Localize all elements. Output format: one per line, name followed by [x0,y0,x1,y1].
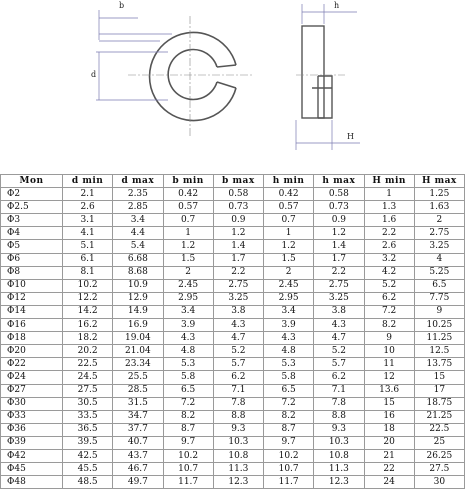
value-cell: 0.57 [163,201,213,214]
value-cell: 31.5 [113,397,163,410]
value-cell: 8.7 [163,423,213,436]
value-cell: 7.8 [314,397,364,410]
value-cell: 13.75 [414,358,464,371]
size-cell: Φ18 [1,332,63,345]
table-row [1,319,465,332]
value-cell: 9.7 [163,436,213,449]
size-cell: Φ39 [1,436,63,449]
dimension-b-label: b [119,1,125,10]
value-cell: 0.57 [264,201,314,214]
value-cell: 1.5 [264,253,314,266]
value-cell: 9.3 [213,423,263,436]
value-cell: 5.8 [163,371,213,384]
value-cell: 10.3 [213,436,263,449]
value-cell: 1.2 [264,240,314,253]
table-row [1,279,465,292]
value-cell: 6.1 [63,253,113,266]
value-cell: 10.8 [314,449,364,462]
value-cell: 17 [414,384,464,397]
table-row [1,449,465,462]
value-cell: 26.25 [414,449,464,462]
value-cell: 1.3 [364,201,414,214]
value-cell: 0.73 [314,201,364,214]
value-cell: 22 [364,463,414,476]
value-cell: 5.3 [163,358,213,371]
value-cell: 23.34 [113,358,163,371]
value-cell: 5.2 [364,279,414,292]
value-cell: 34.7 [113,410,163,423]
table-row [1,436,465,449]
value-cell: 5.4 [113,240,163,253]
size-cell: Φ48 [1,476,63,489]
value-cell: 5.8 [264,371,314,384]
value-cell: 4.8 [163,345,213,358]
value-cell: 48.5 [63,476,113,489]
value-cell: 3.9 [163,319,213,332]
value-cell: 24.5 [63,371,113,384]
value-cell: 12.3 [213,476,263,489]
value-cell: 1.2 [163,240,213,253]
value-cell: 9.3 [314,423,364,436]
value-cell: 4.3 [163,332,213,345]
value-cell: 21.04 [113,345,163,358]
value-cell: 30 [414,476,464,489]
value-cell: 0.42 [264,188,314,201]
value-cell: 46.7 [113,463,163,476]
value-cell: 36.5 [63,423,113,436]
value-cell: 10 [364,345,414,358]
value-cell: 3.4 [113,214,163,227]
value-cell: 0.7 [163,214,213,227]
value-cell: 1.2 [314,227,364,240]
value-cell: 4.4 [113,227,163,240]
value-cell: 2.75 [314,279,364,292]
value-cell: 22.5 [414,423,464,436]
value-cell: 4.8 [264,345,314,358]
value-cell: 14.9 [113,305,163,318]
value-cell: 2.1 [63,188,113,201]
size-cell: Φ45 [1,463,63,476]
value-cell: 1.6 [364,214,414,227]
washer-inner-edge [168,50,217,100]
value-cell: 11.7 [264,476,314,489]
size-cell: Φ6 [1,253,63,266]
value-cell: 20.2 [63,345,113,358]
value-cell: 2.6 [364,240,414,253]
value-cell: 27.5 [63,384,113,397]
value-cell: 30.5 [63,397,113,410]
value-cell: 7.2 [364,305,414,318]
value-cell: 9 [414,305,464,318]
header-H-max: H max [414,175,464,188]
value-cell: 49.7 [113,476,163,489]
value-cell: 6.2 [364,292,414,305]
value-cell: 6.5 [414,279,464,292]
value-cell: 12 [364,371,414,384]
value-cell: 5.25 [414,266,464,279]
value-cell: 21.25 [414,410,464,423]
table-row [1,266,465,279]
table-row [1,227,465,240]
value-cell: 7.2 [163,397,213,410]
size-cell: Φ16 [1,319,63,332]
value-cell: 7.75 [414,292,464,305]
size-cell: Φ10 [1,279,63,292]
value-cell: 15 [364,397,414,410]
value-cell: 10.2 [63,279,113,292]
value-cell: 16 [364,410,414,423]
value-cell: 7.1 [314,384,364,397]
value-cell: 24 [364,476,414,489]
value-cell: 13.6 [364,384,414,397]
value-cell: 4.3 [213,319,263,332]
value-cell: 37.7 [113,423,163,436]
table-row [1,305,465,318]
value-cell: 3.25 [314,292,364,305]
value-cell: 7.8 [213,397,263,410]
header-b-max: b max [213,175,263,188]
value-cell: 1.5 [163,253,213,266]
size-cell: Φ14 [1,305,63,318]
value-cell: 11.3 [314,463,364,476]
value-cell: 5.7 [213,358,263,371]
value-cell: 8.2 [264,410,314,423]
value-cell: 10.2 [163,449,213,462]
value-cell: 5.2 [314,345,364,358]
value-cell: 2.95 [163,292,213,305]
value-cell: 1.2 [213,227,263,240]
table-row [1,345,465,358]
value-cell: 6.2 [213,371,263,384]
value-cell: 33.5 [63,410,113,423]
size-cell: Φ22 [1,358,63,371]
dimension-H-label: H [347,132,354,141]
value-cell: 3.1 [63,214,113,227]
value-cell: 8.68 [113,266,163,279]
value-cell: 5.7 [314,358,364,371]
value-cell: 0.9 [314,214,364,227]
value-cell: 3.8 [314,305,364,318]
header-b-min: b min [163,175,213,188]
value-cell: 3.4 [264,305,314,318]
value-cell: 0.7 [264,214,314,227]
dimension-h [302,4,357,24]
value-cell: 40.7 [113,436,163,449]
value-cell: 11.7 [163,476,213,489]
table-row [1,410,465,423]
size-cell: Φ12 [1,292,63,305]
size-cell: Φ27 [1,384,63,397]
value-cell: 2.45 [264,279,314,292]
value-cell: 9.7 [264,436,314,449]
size-cell: Φ20 [1,345,63,358]
table-row [1,332,465,345]
value-cell: 3.2 [364,253,414,266]
value-cell: 2.2 [314,266,364,279]
value-cell: 4.2 [364,266,414,279]
value-cell: 18.2 [63,332,113,345]
size-cell: Φ36 [1,423,63,436]
value-cell: 10.25 [414,319,464,332]
value-cell: 0.73 [213,201,263,214]
value-cell: 1.4 [314,240,364,253]
value-cell: 4.7 [314,332,364,345]
value-cell: 25 [414,436,464,449]
table-row [1,253,465,266]
value-cell: 2 [264,266,314,279]
value-cell: 16.9 [113,319,163,332]
value-cell: 2.35 [113,188,163,201]
washer-front-view [150,33,236,121]
value-cell: 2 [414,214,464,227]
value-cell: 2.2 [364,227,414,240]
table-row [1,214,465,227]
value-cell: 21 [364,449,414,462]
value-cell: 8.2 [163,410,213,423]
value-cell: 1.7 [314,253,364,266]
table-row [1,201,465,214]
table-row [1,358,465,371]
value-cell: 15 [414,371,464,384]
value-cell: 11.3 [213,463,263,476]
size-cell: Φ5 [1,240,63,253]
size-cell: Φ42 [1,449,63,462]
value-cell: 11 [364,358,414,371]
value-cell: 4.3 [314,319,364,332]
value-cell: 8.1 [63,266,113,279]
value-cell: 1 [364,188,414,201]
value-cell: 4.7 [213,332,263,345]
value-cell: 19.04 [113,332,163,345]
value-cell: 2.85 [113,201,163,214]
value-cell: 3.25 [213,292,263,305]
value-cell: 3.9 [264,319,314,332]
header-d-max: d max [113,175,163,188]
value-cell: 5.1 [63,240,113,253]
value-cell: 4 [414,253,464,266]
header-h-max: h max [314,175,364,188]
value-cell: 5.3 [264,358,314,371]
value-cell: 10.9 [113,279,163,292]
header-H-min: H min [364,175,414,188]
spec-table [0,174,465,489]
value-cell: 1.7 [213,253,263,266]
size-cell: Φ3 [1,214,63,227]
size-cell: Φ33 [1,410,63,423]
value-cell: 3.8 [213,305,263,318]
value-cell: 45.5 [63,463,113,476]
value-cell: 2.75 [414,227,464,240]
table-row [1,188,465,201]
value-cell: 25.5 [113,371,163,384]
table-header-row [1,175,465,188]
value-cell: 6.5 [264,384,314,397]
value-cell: 7.2 [264,397,314,410]
size-cell: Φ24 [1,371,63,384]
value-cell: 7.1 [213,384,263,397]
value-cell: 2.45 [163,279,213,292]
value-cell: 0.58 [314,188,364,201]
table-row [1,476,465,489]
value-cell: 27.5 [414,463,464,476]
table-row [1,397,465,410]
value-cell: 28.5 [113,384,163,397]
size-cell: Φ4 [1,227,63,240]
table-row [1,463,465,476]
value-cell: 14.2 [63,305,113,318]
value-cell: 43.7 [113,449,163,462]
value-cell: 2 [163,266,213,279]
washer-outer-edge [150,33,236,121]
value-cell: 2.6 [63,201,113,214]
value-cell: 6.2 [314,371,364,384]
value-cell: 0.42 [163,188,213,201]
value-cell: 2.95 [264,292,314,305]
value-cell: 8.2 [364,319,414,332]
value-cell: 8.8 [314,410,364,423]
value-cell: 10.7 [264,463,314,476]
value-cell: 8.8 [213,410,263,423]
size-cell: Φ2 [1,188,63,201]
value-cell: 22.5 [63,358,113,371]
value-cell: 4.3 [264,332,314,345]
dimension-d-label: d [91,70,97,79]
table-row [1,384,465,397]
dimension-d [96,52,168,100]
size-cell: Φ8 [1,266,63,279]
value-cell: 1 [163,227,213,240]
header-h-min: h min [264,175,314,188]
value-cell: 1 [264,227,314,240]
table-body [1,188,465,489]
value-cell: 12.3 [314,476,364,489]
value-cell: 18.75 [414,397,464,410]
dimension-h-label: h [334,1,340,10]
value-cell: 1.25 [414,188,464,201]
value-cell: 9 [364,332,414,345]
size-cell: Φ30 [1,397,63,410]
value-cell: 2.2 [213,266,263,279]
value-cell: 18 [364,423,414,436]
table-row [1,240,465,253]
table-row [1,371,465,384]
value-cell: 0.58 [213,188,263,201]
value-cell: 10.8 [213,449,263,462]
value-cell: 10.3 [314,436,364,449]
value-cell: 1.63 [414,201,464,214]
value-cell: 42.5 [63,449,113,462]
dimension-b [99,10,172,41]
value-cell: 3.4 [163,305,213,318]
value-cell: 0.9 [213,214,263,227]
header-mon: Mon [1,175,63,188]
value-cell: 11.25 [414,332,464,345]
value-cell: 16.2 [63,319,113,332]
table-row [1,292,465,305]
spring-washer-drawing [0,0,465,172]
size-cell: Φ2.5 [1,201,63,214]
value-cell: 6.5 [163,384,213,397]
washer-side-view [302,26,332,118]
value-cell: 5.2 [213,345,263,358]
value-cell: 2.75 [213,279,263,292]
value-cell: 4.1 [63,227,113,240]
value-cell: 12.2 [63,292,113,305]
table-row [1,423,465,436]
value-cell: 1.4 [213,240,263,253]
value-cell: 6.68 [113,253,163,266]
header-d-min: d min [63,175,113,188]
value-cell: 10.2 [264,449,314,462]
value-cell: 10.7 [163,463,213,476]
value-cell: 8.7 [264,423,314,436]
value-cell: 20 [364,436,414,449]
value-cell: 12.5 [414,345,464,358]
value-cell: 3.25 [414,240,464,253]
value-cell: 12.9 [113,292,163,305]
value-cell: 39.5 [63,436,113,449]
